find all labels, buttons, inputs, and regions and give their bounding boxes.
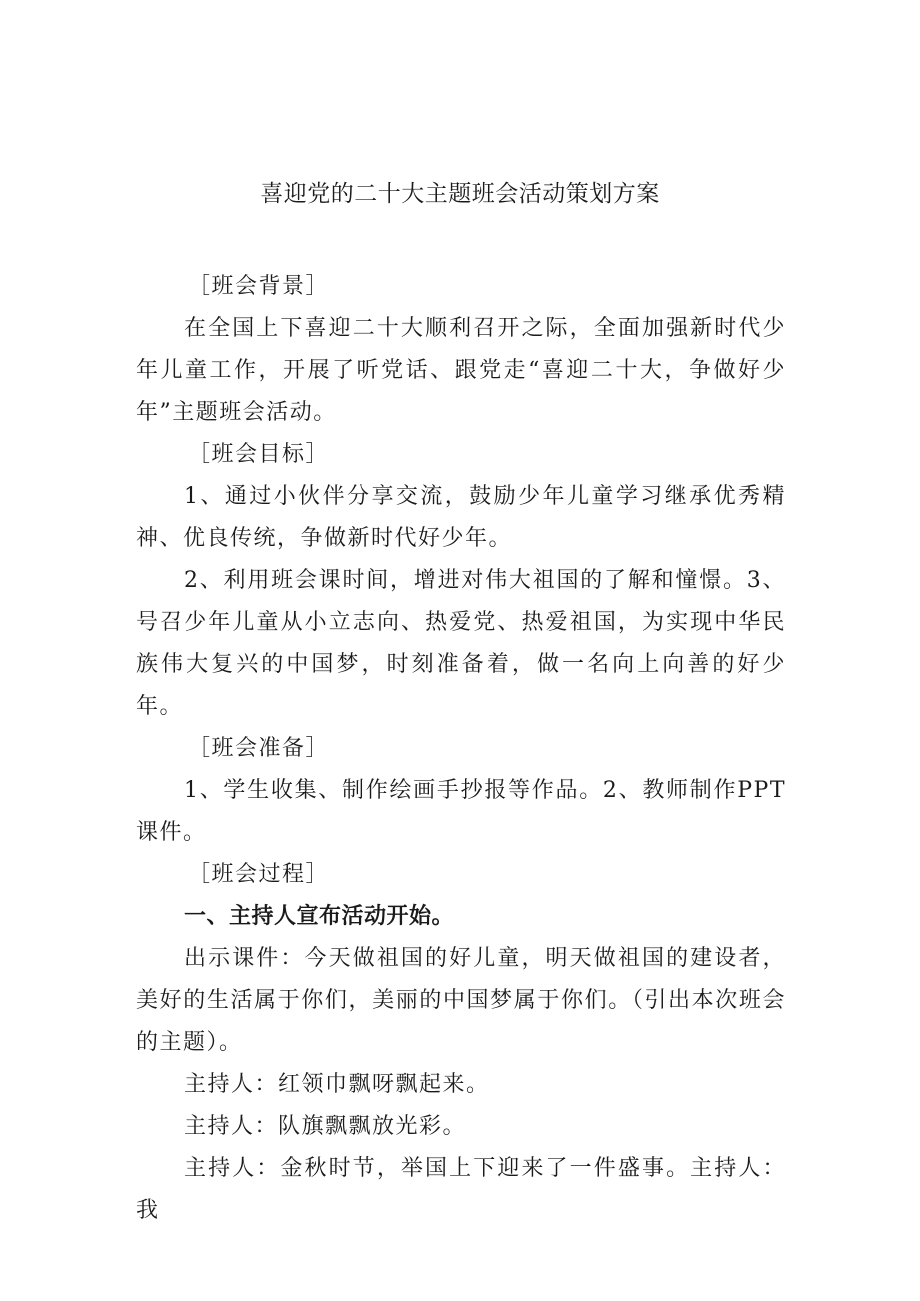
paragraph-host-line-1: 主持人：红领巾飘呀飘起来。: [184, 1072, 490, 1097]
section-heading-process: ［班会过程］: [188, 862, 330, 887]
paragraph-goal-1: 1、通过小伙伴分享交流，鼓励少年儿童学习继承优秀精神、优良传统，争做新时代好少年。: [136, 484, 786, 551]
document-body: [136, 266, 786, 1232]
paragraph-goal-2-3: 2、利用班会课时间，增进对伟大祖国的了解和憧憬。3、号召少年儿童从小立志向、热爱党、热爱祖国，为实现中华民族伟大复兴的中国梦，时刻准备着，做一名向上向善的好少年。: [136, 568, 786, 719]
section-heading-goals: ［班会目标］: [188, 442, 330, 467]
document-title: 喜迎党的二十大主题班会活动策划方案: [260, 181, 660, 207]
paragraph-background: 在全国上下喜迎二十大顺利召开之际，全面加强新时代少年儿童工作，开展了听党话、跟党走“喜迎二十大，争做好少年”主题班会活动。: [136, 316, 786, 425]
paragraph-courseware: 出示课件：今天做祖国的好儿童，明天做祖国的建设者，美好的生活属于你们，美丽的中国梦属于你们。（引出本次班会的主题）。: [136, 946, 786, 1055]
section-heading-preparation: ［班会准备］: [188, 736, 330, 761]
paragraph-preparation: 1、学生收集、制作绘画手抄报等作品。2、教师制作PPT课件。: [136, 778, 786, 845]
paragraph-host-line-2: 主持人：队旗飘飘放光彩。: [184, 1114, 467, 1139]
paragraph-host-line-3: 主持人：金秋时节，举国上下迎来了一件盛事。主持人：我: [136, 1156, 786, 1223]
section-heading-background: ［班会背景］: [188, 274, 330, 299]
subheading-host-announces: 一、主持人宣布活动开始。: [184, 904, 455, 929]
